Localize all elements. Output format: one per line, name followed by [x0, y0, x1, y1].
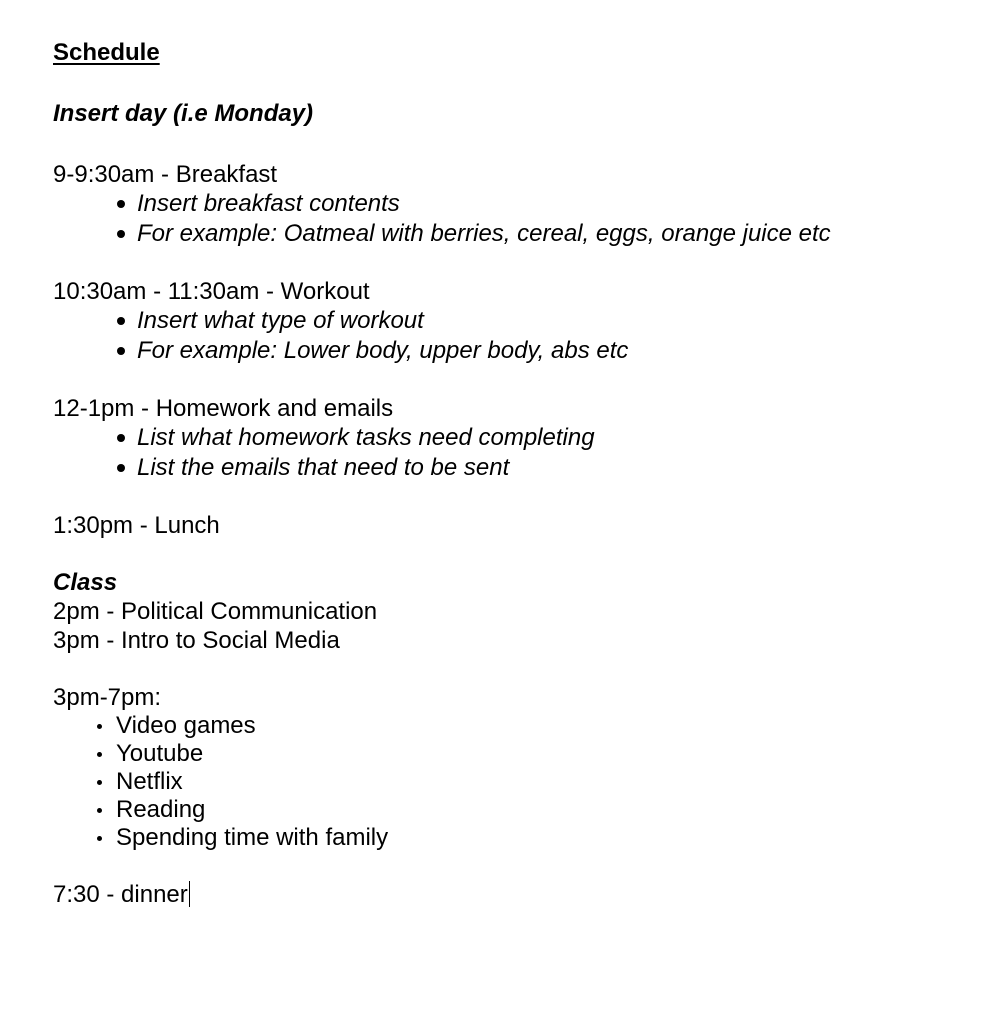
- lunch-heading: 1:30pm - Lunch: [53, 512, 220, 539]
- list-item-text: Video games: [116, 712, 256, 739]
- list-item-text: Reading: [116, 796, 206, 823]
- bullet-icon: [117, 434, 125, 442]
- list-item: [95, 824, 973, 852]
- bullet-icon: [97, 836, 102, 841]
- list-item: [115, 453, 973, 483]
- bullet-icon: [117, 200, 125, 208]
- list-item-text: Youtube: [116, 740, 204, 767]
- class-line: 2pm - Political Communication: [53, 598, 378, 625]
- list-item-text: For example: Lower body, upper body, abs etc: [137, 337, 629, 364]
- list-item: [115, 219, 973, 249]
- class-line: 3pm - Intro to Social Media: [53, 627, 340, 654]
- leisure-heading: 3pm-7pm:: [53, 684, 162, 711]
- bullet-icon: [97, 808, 102, 813]
- list-item: [95, 740, 973, 768]
- homework-heading: 12-1pm - Homework and emails: [53, 395, 394, 422]
- bullet-icon: [117, 347, 125, 355]
- leisure-list: [53, 712, 973, 852]
- list-item: [115, 423, 973, 453]
- list-item: [115, 306, 973, 336]
- bullet-icon: [117, 464, 125, 472]
- list-item-text: List what homework tasks need completing: [137, 424, 595, 451]
- dinner-line: [53, 880, 973, 909]
- list-item-text: Insert breakfast contents: [137, 190, 400, 217]
- list-item: [115, 189, 973, 219]
- text-cursor: [189, 881, 190, 907]
- breakfast-list: [53, 189, 973, 249]
- bullet-icon: [97, 752, 102, 757]
- list-item: [115, 336, 973, 366]
- list-item-text: Spending time with family: [116, 824, 389, 851]
- list-item-text: Insert what type of workout: [137, 307, 424, 334]
- bullet-icon: [97, 724, 102, 729]
- bullet-icon: [97, 780, 102, 785]
- class-heading: Class: [53, 569, 118, 596]
- list-item-text: Netflix: [116, 768, 183, 795]
- homework-list: [53, 423, 973, 483]
- list-item-text: List the emails that need to be sent: [137, 454, 510, 481]
- document-title: Schedule: [53, 39, 160, 66]
- workout-heading: 10:30am - 11:30am - Workout: [53, 278, 370, 305]
- workout-list: [53, 306, 973, 366]
- list-item-text: For example: Oatmeal with berries, cereal, eggs, orange juice etc: [137, 220, 831, 247]
- list-item: [95, 796, 973, 824]
- document-body[interactable]: [53, 38, 973, 909]
- bullet-icon: [117, 230, 125, 238]
- list-item: [95, 712, 973, 740]
- breakfast-heading: 9-9:30am - Breakfast: [53, 161, 278, 188]
- day-heading: Insert day (i.e Monday): [53, 100, 314, 127]
- dinner-heading: 7:30 - dinner: [53, 881, 188, 908]
- bullet-icon: [117, 317, 125, 325]
- list-item: [95, 768, 973, 796]
